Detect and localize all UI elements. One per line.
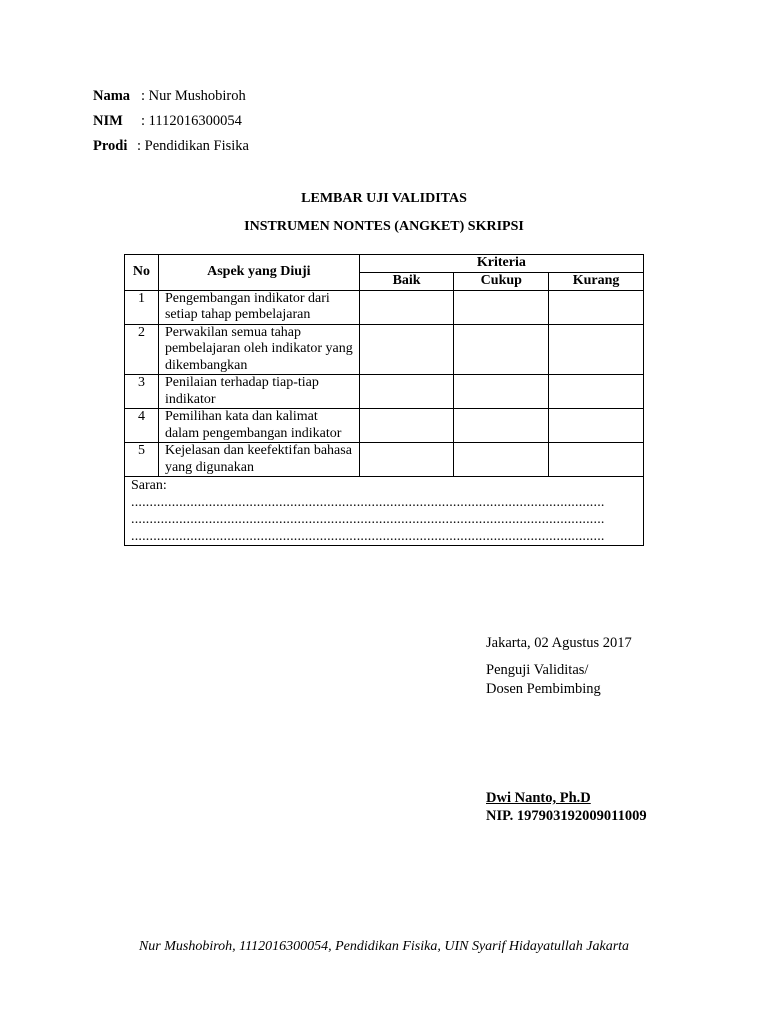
- header-aspek: Aspek yang Diuji: [158, 255, 359, 291]
- cell-cukup[interactable]: [454, 409, 549, 443]
- student-nim-value: : 1112016300054: [141, 113, 242, 129]
- signer-name: Dwi Nanto, Ph.D: [486, 790, 591, 806]
- signer-role-line2: Dosen Pembimbing: [486, 681, 601, 697]
- table-row: [125, 290, 644, 324]
- row-number: 5: [125, 443, 159, 477]
- cell-cukup[interactable]: [454, 443, 549, 477]
- document-title: LEMBAR UJI VALIDITAS: [301, 191, 467, 206]
- row-aspek: Perwakilan semua tahap pembelajaran oleh indikator yang dikembangkan: [158, 324, 359, 375]
- cell-kurang[interactable]: [549, 443, 644, 477]
- row-number: 2: [125, 324, 159, 375]
- cell-cukup[interactable]: [454, 375, 549, 409]
- saran-line: ................................................................................................................................: [131, 529, 605, 544]
- header-no: No: [125, 255, 159, 291]
- cell-cukup[interactable]: [454, 290, 549, 324]
- cell-baik[interactable]: [359, 409, 454, 443]
- header-kriteria: Kriteria: [359, 255, 643, 273]
- row-aspek: Pemilihan kata dan kalimat dalam pengembangan indikator: [158, 409, 359, 443]
- saran-label: Saran:: [131, 478, 167, 493]
- table-row: [125, 375, 644, 409]
- cell-kurang[interactable]: [549, 409, 644, 443]
- row-aspek: Pengembangan indikator dari setiap tahap pembelajaran: [158, 290, 359, 324]
- saran-section[interactable]: [125, 477, 644, 546]
- student-name-row: [93, 87, 246, 105]
- student-prodi-value: : Pendidikan Fisika: [137, 138, 249, 154]
- signer-nip: NIP. 197903192009011009: [486, 808, 647, 824]
- cell-baik[interactable]: [359, 324, 454, 375]
- document-subtitle: INSTRUMEN NONTES (ANGKET) SKRIPSI: [244, 219, 524, 234]
- student-prodi-row: [93, 137, 249, 155]
- header-baik: Baik: [359, 273, 454, 291]
- saran-line: ................................................................................................................................: [131, 512, 605, 527]
- row-number: 4: [125, 409, 159, 443]
- row-aspek: Kejelasan dan keefektifan bahasa yang digunakan: [158, 443, 359, 477]
- validation-table: [124, 254, 644, 546]
- cell-kurang[interactable]: [549, 290, 644, 324]
- table-row: [125, 409, 644, 443]
- cell-kurang[interactable]: [549, 375, 644, 409]
- table-row: [125, 443, 644, 477]
- row-number: 3: [125, 375, 159, 409]
- student-name-label: Nama: [93, 88, 131, 104]
- student-nim-label: NIM: [93, 113, 123, 129]
- header-kurang: Kurang: [549, 273, 644, 291]
- cell-kurang[interactable]: [549, 324, 644, 375]
- cell-cukup[interactable]: [454, 324, 549, 375]
- row-aspek: Penilaian terhadap tiap-tiap indikator: [158, 375, 359, 409]
- saran-line: ................................................................................................................................: [131, 495, 605, 510]
- signer-role-line1: Penguji Validitas/: [486, 662, 589, 678]
- header-cukup: Cukup: [454, 273, 549, 291]
- student-nim-row: [93, 112, 242, 130]
- student-prodi-label: Prodi: [93, 138, 128, 154]
- row-number: 1: [125, 290, 159, 324]
- cell-baik[interactable]: [359, 375, 454, 409]
- student-name-value: : Nur Mushobiroh: [141, 88, 246, 104]
- cell-baik[interactable]: [359, 443, 454, 477]
- table-row: [125, 324, 644, 375]
- page-footer: Nur Mushobiroh, 1112016300054, Pendidikan Fisika, UIN Syarif Hidayatullah Jakarta: [138, 939, 630, 954]
- cell-baik[interactable]: [359, 290, 454, 324]
- place-date: Jakarta, 02 Agustus 2017: [486, 635, 632, 651]
